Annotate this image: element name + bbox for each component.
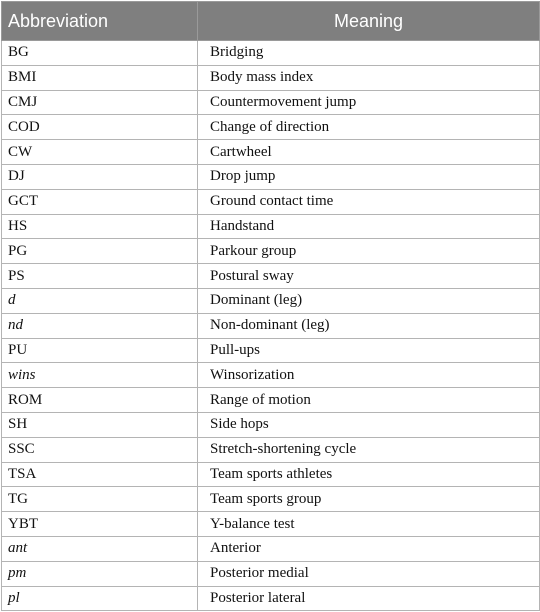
- table-header: [2, 2, 540, 41]
- table-row: [2, 164, 540, 189]
- header-row: [2, 2, 540, 41]
- table-row: [2, 412, 540, 437]
- meaning-cell: Dominant (leg): [198, 288, 540, 313]
- table-row: [2, 462, 540, 487]
- meaning-cell: Body mass index: [198, 65, 540, 90]
- meaning-cell: Side hops: [198, 412, 540, 437]
- abbreviation-cell: PU: [2, 338, 198, 363]
- header-meaning: Meaning: [198, 2, 540, 41]
- abbreviation-cell: SH: [2, 412, 198, 437]
- meaning-cell: Team sports group: [198, 487, 540, 512]
- meaning-cell: Non-dominant (leg): [198, 313, 540, 338]
- abbreviation-cell: COD: [2, 115, 198, 140]
- abbreviation-cell: BG: [2, 41, 198, 66]
- table-row: [2, 264, 540, 289]
- meaning-cell: Anterior: [198, 536, 540, 561]
- meaning-cell: Parkour group: [198, 239, 540, 264]
- meaning-cell: Countermovement jump: [198, 90, 540, 115]
- abbreviation-cell: pl: [2, 586, 198, 611]
- meaning-cell: Range of motion: [198, 388, 540, 413]
- abbreviation-cell: ROM: [2, 388, 198, 413]
- abbreviation-cell: wins: [2, 363, 198, 388]
- table-row: [2, 214, 540, 239]
- abbreviation-cell: PG: [2, 239, 198, 264]
- meaning-cell: Posterior medial: [198, 561, 540, 586]
- meaning-cell: Postural sway: [198, 264, 540, 289]
- meaning-cell: Ground contact time: [198, 189, 540, 214]
- table-row: [2, 388, 540, 413]
- abbreviation-cell: YBT: [2, 512, 198, 537]
- abbreviation-cell: nd: [2, 313, 198, 338]
- abbreviation-cell: d: [2, 288, 198, 313]
- table-row: [2, 313, 540, 338]
- meaning-cell: Team sports athletes: [198, 462, 540, 487]
- meaning-cell: Change of direction: [198, 115, 540, 140]
- table-row: [2, 90, 540, 115]
- table-row: [2, 586, 540, 611]
- abbreviation-cell: SSC: [2, 437, 198, 462]
- table-row: [2, 189, 540, 214]
- meaning-cell: Y-balance test: [198, 512, 540, 537]
- abbreviations-table: [1, 1, 540, 611]
- meaning-cell: Winsorization: [198, 363, 540, 388]
- table-row: [2, 115, 540, 140]
- abbreviation-cell: PS: [2, 264, 198, 289]
- meaning-cell: Posterior lateral: [198, 586, 540, 611]
- abbreviation-cell: CW: [2, 140, 198, 165]
- abbreviation-cell: CMJ: [2, 90, 198, 115]
- table-row: [2, 140, 540, 165]
- meaning-cell: Stretch-shortening cycle: [198, 437, 540, 462]
- table-row: [2, 338, 540, 363]
- meaning-cell: Pull-ups: [198, 338, 540, 363]
- table-row: [2, 487, 540, 512]
- table-row: [2, 437, 540, 462]
- meaning-cell: Drop jump: [198, 164, 540, 189]
- meaning-cell: Cartwheel: [198, 140, 540, 165]
- abbreviation-cell: TG: [2, 487, 198, 512]
- abbreviation-cell: BMI: [2, 65, 198, 90]
- table-row: [2, 288, 540, 313]
- table-row: [2, 561, 540, 586]
- table-row: [2, 239, 540, 264]
- header-abbreviation: Abbreviation: [2, 2, 198, 41]
- abbreviation-cell: DJ: [2, 164, 198, 189]
- table-row: [2, 536, 540, 561]
- table-row: [2, 41, 540, 66]
- abbreviation-cell: pm: [2, 561, 198, 586]
- meaning-cell: Handstand: [198, 214, 540, 239]
- abbreviation-cell: ant: [2, 536, 198, 561]
- abbreviation-cell: GCT: [2, 189, 198, 214]
- abbreviation-cell: HS: [2, 214, 198, 239]
- table-row: [2, 363, 540, 388]
- meaning-cell: Bridging: [198, 41, 540, 66]
- table-row: [2, 512, 540, 537]
- table-row: [2, 65, 540, 90]
- abbreviation-cell: TSA: [2, 462, 198, 487]
- table-body: [2, 41, 540, 611]
